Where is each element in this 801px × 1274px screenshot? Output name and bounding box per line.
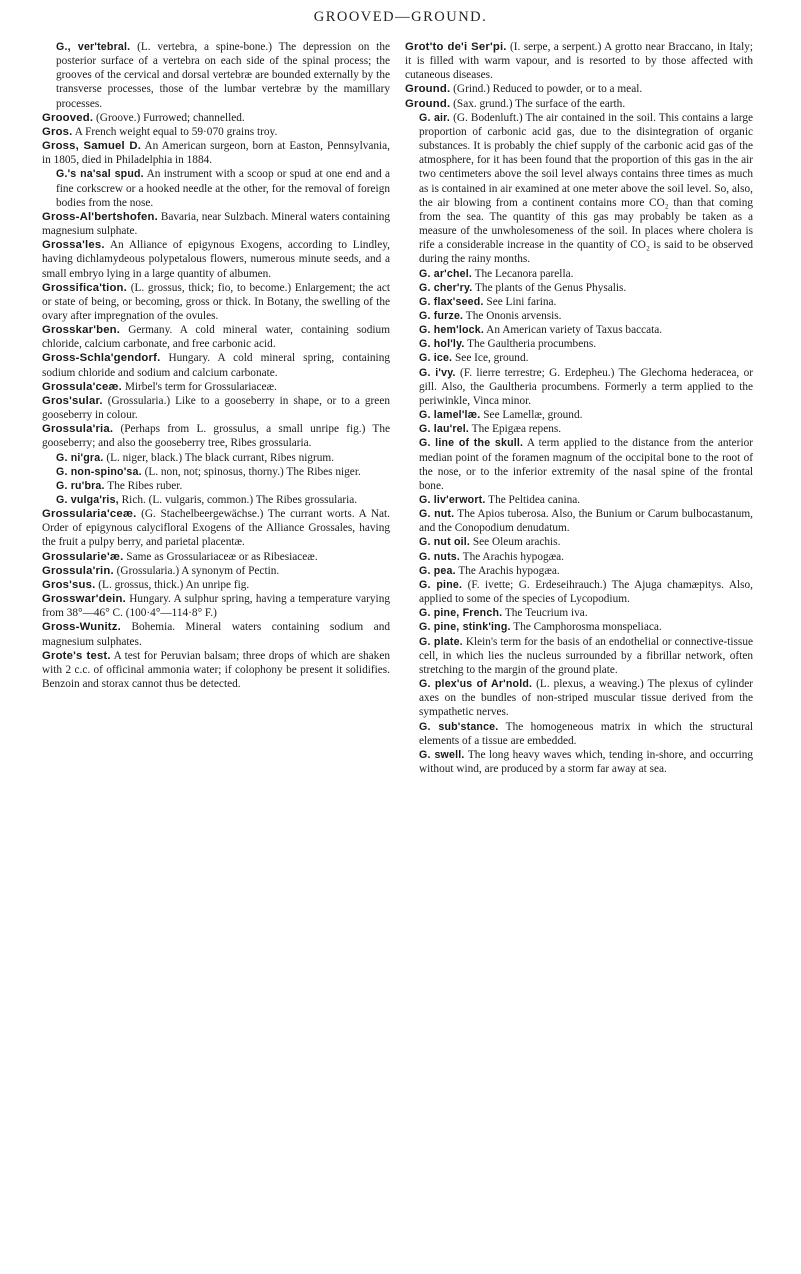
entry-headword: G. vulga'ris,: [56, 494, 119, 506]
entry-definition: (L. vertebra, a spine-bone.) The depression on the posterior surface of a vertebra on each side of the spinal process; the grooves of the cervical and dorsal vertebræ are bounded externally by the transverse processes, those of the lumbar vertebræ by the mamillary processes.: [56, 41, 390, 110]
entry-headword: Grossifica'tion.: [42, 281, 127, 294]
entry-definition: Hungary. A cold mineral spring, containing sodium chloride and sodium and calcium carbonate.: [42, 352, 390, 379]
entry-definition: (L. non, not; spinosus, thorny.) The Ribes niger.: [141, 465, 361, 478]
entry-headword: G. sub'stance.: [419, 720, 499, 733]
dictionary-entry: [42, 210, 390, 238]
dictionary-entry: [42, 620, 390, 648]
dictionary-entry: [405, 635, 753, 677]
dictionary-entry: [405, 507, 753, 535]
dictionary-entry: [405, 40, 753, 82]
entry-definition: (F. ivette; G. Erdeseihrauch.) The Ajuga chamæpitys. Also, applied to some of the species of Lycopodium.: [419, 578, 753, 606]
dictionary-entry: [405, 337, 753, 351]
entry-definition: Mirbel's term for Grossulariaceæ.: [122, 380, 277, 393]
entry-headword: G. cher'ry.: [419, 281, 473, 294]
dictionary-entry: [405, 281, 753, 295]
entry-definition: See Lini farina.: [483, 295, 557, 308]
entry-headword: G. ru'bra.: [56, 479, 105, 492]
dictionary-entry: [405, 366, 753, 408]
entry-headword: Grossula'rin.: [42, 564, 114, 577]
entry-headword: Gross-Wunitz.: [42, 621, 121, 634]
entry-definition: The plants of the Genus Physalis.: [472, 281, 627, 294]
entry-headword: Grooved.: [42, 111, 94, 124]
entry-headword: G. nut oil.: [419, 536, 471, 549]
entry-headword: G. flax'seed.: [419, 295, 484, 308]
entry-definition: Klein's term for the basis of an endothelial or connective-tissue cell, in which lies the nucleus surrounded by a fibrillar network, often stretching to the margin of the ground plate.: [419, 635, 753, 676]
entry-definition: The Epigæa repens.: [469, 423, 562, 436]
entry-definition: An American variety of Taxus baccata.: [483, 324, 663, 337]
dictionary-entry: [405, 564, 753, 578]
entry-definition: See Oleum arachis.: [470, 536, 561, 549]
entry-definition: See Lamellæ, ground.: [480, 409, 583, 422]
dictionary-entry: [405, 309, 753, 323]
entry-definition: Bohemia. Mineral waters containing sodium and magnesium sulphates.: [42, 621, 390, 648]
entry-headword: G. nuts.: [419, 550, 461, 563]
dictionary-entry: [42, 578, 390, 592]
entry-headword: G. plex'us of Ar'nold.: [419, 678, 533, 691]
entry-headword: G. swell.: [419, 748, 465, 761]
entry-headword: Grot'to de'i Ser'pi.: [405, 41, 507, 53]
dictionary-entry: [405, 422, 753, 436]
entry-definition: The homogeneous matrix in which the structural elements of a tissue are embedded.: [419, 720, 753, 747]
entry-definition: A term applied to the distance from the anterior median point of the foramen magnum of the occipital bone to the root of the nose, or to the inferior extremity of the nasal spine of the frontal bone.: [419, 437, 753, 492]
entry-definition: Bavaria, near Sulzbach. Mineral waters containing magnesium sulphate.: [42, 210, 390, 238]
entry-headword: G. plate.: [419, 635, 463, 648]
dictionary-entry: [405, 408, 753, 422]
dictionary-entry: [42, 465, 390, 479]
entry-definition: (L. niger, black.) The black currant, Ribes nigrum.: [103, 451, 335, 464]
entry-headword: G. ni'gra.: [56, 451, 104, 464]
entry-headword: G., ver'tebral.: [56, 41, 131, 53]
dictionary-entry: [405, 720, 753, 748]
dictionary-entry: [42, 649, 390, 691]
entry-headword: G. pine.: [419, 578, 463, 591]
entry-definition: The Peltidea canina.: [485, 494, 581, 506]
entry-headword: Grossa'les.: [42, 239, 105, 252]
right-column: [405, 40, 753, 776]
entry-headword: Grossula'ria.: [42, 423, 114, 436]
entry-definition: (L. grossus, thick; fio, to become.) Enlargement; the act or state of being, or becoming, gross or thick. In Botany, the swelling of the ovary after impregnation of the ovules.: [42, 281, 390, 322]
left-column: [42, 40, 390, 691]
entry-definition: The Gaultheria procumbens.: [464, 338, 597, 351]
dictionary-entry: [42, 550, 390, 564]
dictionary-entry: [42, 422, 390, 450]
dictionary-entry: [42, 592, 390, 620]
dictionary-entry: [42, 40, 390, 111]
entry-headword: G. i'vy.: [419, 366, 456, 379]
entry-headword: G. lamel'læ.: [419, 409, 481, 422]
dictionary-entry: [405, 535, 753, 549]
entry-definition: The Teucrium iva.: [502, 607, 588, 620]
dictionary-entry: [42, 281, 390, 323]
entry-headword: Gross-Schla'gendorf.: [42, 352, 161, 365]
entry-headword: Grossularie'æ.: [42, 550, 124, 563]
entry-definition: A test for Peruvian balsam; three drops of which are shaken with 2 c.c. of officinal ammonia water; if colophony be present it solidifies. Benzoin and storax cannot thus be detected.: [42, 649, 390, 691]
entry-definition: The Arachis hypogæa.: [455, 564, 560, 577]
dictionary-entry: [405, 493, 753, 507]
dictionary-entry: [405, 578, 753, 606]
entry-headword: G. pea.: [419, 564, 456, 577]
entry-headword: Gross, Samuel D.: [42, 140, 142, 153]
entry-definition: (F. lierre terrestre; G. Erdepheu.) The Glechoma hederacea, or gill. Also, the Gaultheria procumbens. Formerly a term applied to the periwinkle, Vinca minor.: [419, 366, 753, 407]
entry-headword: Grossularia'ceæ.: [42, 508, 137, 521]
entry-headword: G. non-spino'sa.: [56, 465, 142, 478]
entry-headword: G. line of the skull.: [419, 437, 524, 450]
dictionary-entry: [405, 606, 753, 620]
dictionary-entry: [42, 451, 390, 465]
entry-definition: (I. serpe, a serpent.) A grotto near Braccano, in Italy; it is filled with warm vapour, and is resorted to by those affected with cutaneous diseases.: [405, 41, 753, 82]
entry-headword: G. ice.: [419, 352, 453, 365]
entry-headword: Gros'sular.: [42, 394, 103, 407]
entry-headword: Ground.: [405, 83, 451, 96]
entry-definition: (Groove.) Furrowed; channelled.: [93, 111, 245, 124]
entry-definition: The Ribes ruber.: [104, 479, 183, 492]
dictionary-entry: [405, 295, 753, 309]
entry-definition: (L. grossus, thick.) An unripe fig.: [95, 578, 250, 591]
entry-headword: G. hol'ly.: [419, 338, 465, 351]
entry-definition: (Grossularia.) A synonym of Pectin.: [113, 564, 280, 577]
dictionary-entry: [405, 267, 753, 281]
dictionary-entry: [42, 394, 390, 422]
dictionary-entry: [405, 677, 753, 719]
entry-definition: The Lecanora parella.: [472, 267, 574, 280]
entry-definition: Hungary. A sulphur spring, having a temperature varying from 38°—46° C. (100·4°—114·8° F.): [42, 593, 390, 620]
entry-headword: G. air.: [419, 111, 451, 124]
dictionary-entry: [405, 97, 753, 111]
entry-definition: An Alliance of epigynous Exogens, according to Lindley, having dichlamydeous polypetalous flowers, numerous minute seeds, and a small embryo lying in a large quantity of albumen.: [42, 239, 390, 280]
entry-headword: G. ar'chel.: [419, 267, 473, 280]
dictionary-entry: [42, 479, 390, 493]
entry-definition: The Arachis hypogæa.: [460, 550, 565, 563]
entry-definition: (G. Bodenluft.) The air contained in the soil. This contains a large proportion of carbonic acid gas, due to the disintegration of organic substances. It is probably the chief supply of the carbonic acid gas of the atmosphere, for it has been found that the proportion of this gas in the air two centimeters above the soil level always contains three times as much as is contained in air examined at one meter above the soil level. So, also, the air blowing from a continent contains more CO₂ than that coming from the sea. The quantity of this gas may probably be taken as a measure of the unwholesomeness of the soil. In places where cholera is rife a considerable increase in the quantity of CO₂ is said to be observed during the rainy months.: [419, 111, 753, 266]
entry-headword: Grosskar'ben.: [42, 324, 121, 337]
dictionary-entry: [42, 139, 390, 167]
dictionary-entry: [405, 620, 753, 634]
entry-definition: An instrument with a scoop or spud at one end and a fine corkscrew or a hooked needle at the other, for the removal of foreign bodies from the nose.: [56, 168, 390, 209]
dictionary-entry: [42, 167, 390, 209]
dictionary-entry: [405, 351, 753, 365]
entry-headword: G. furze.: [419, 309, 464, 322]
entry-definition: An American surgeon, born at Easton, Pennsylvania, in 1805, died in Philadelphia in 1884.: [42, 140, 391, 167]
entry-definition: (Grossularia.) Like to a gooseberry in shape, or to a green gooseberry in colour.: [42, 394, 390, 422]
entry-definition: The Camphorosma monspeliaca.: [510, 621, 662, 634]
entry-definition: (Grind.) Reduced to powder, or to a meal.: [450, 83, 643, 96]
entry-definition: The long heavy waves which, tending in-shore, and occurring without wind, are produced by a storm far away at sea.: [419, 748, 754, 775]
dictionary-entry: [405, 550, 753, 564]
dictionary-entry: [405, 323, 753, 337]
entry-definition: (Sax. grund.) The surface of the earth.: [450, 97, 626, 110]
entry-headword: G. lau'rel.: [419, 423, 470, 436]
dictionary-entry: [42, 493, 390, 507]
entry-headword: G.'s na'sal spud.: [56, 168, 144, 181]
entry-headword: Gross-Al'bertshofen.: [42, 210, 158, 223]
entry-definition: The Ononis arvensis.: [463, 309, 562, 322]
entry-definition: A French weight equal to 59·070 grains troy.: [72, 125, 278, 138]
entry-headword: Grote's test.: [42, 649, 111, 662]
dictionary-entry: [42, 111, 390, 125]
entry-definition: Rich. (L. vulgaris, common.) The Ribes grossularia.: [118, 494, 358, 506]
entry-definition: The Apios tuberosa. Also, the Bunium or Carum bulbocastanum, and the Conopodium denudatum.: [419, 508, 753, 535]
entry-definition: (Perhaps from L. grossulus, a small unripe fig.) The gooseberry; and also the gooseberry tree, Ribes grossularia.: [42, 423, 390, 450]
entry-headword: Grosswar'dein.: [42, 593, 126, 606]
entry-headword: Gros'sus.: [42, 578, 96, 591]
dictionary-entry: [42, 564, 390, 578]
entry-definition: Germany. A cold mineral water, containing sodium chloride, calcium carbonate, and free carbonic acid.: [42, 324, 390, 351]
dictionary-entry: [42, 351, 390, 379]
dictionary-entry: [42, 238, 390, 280]
entry-headword: Ground.: [405, 97, 451, 110]
dictionary-entry: [405, 436, 753, 493]
entry-headword: Gros.: [42, 125, 73, 138]
entry-headword: G. nut.: [419, 508, 455, 521]
dictionary-entry: [405, 82, 753, 96]
entry-definition: Same as Grossulariaceæ or as Ribesiaceæ.: [123, 550, 318, 563]
dictionary-entry: [42, 380, 390, 394]
dictionary-entry: [42, 125, 390, 139]
entry-definition: See Ice, ground.: [452, 352, 529, 365]
dictionary-entry: [405, 111, 753, 267]
entry-definition: (L. plexus, a weaving.) The plexus of cylinder axes on the bundles of non-striped muscular tissue derived from the sympathetic nerves.: [419, 678, 753, 719]
entry-definition: (G. Stachelbeergewächse.) The currant worts. A Nat. Order of epigynous calycifloral Exogens of the Alliance Grossales, having the fruit a pulpy berry, and parietal placentæ.: [42, 508, 390, 549]
dictionary-entry: [42, 507, 390, 549]
dictionary-entry: [42, 323, 390, 351]
entry-headword: Grossula'ceæ.: [42, 380, 123, 393]
dictionary-entry: [405, 748, 753, 776]
entry-headword: G. pine, stink'ing.: [419, 621, 511, 634]
entry-headword: G. liv'erwort.: [419, 494, 486, 506]
entry-headword: G. hem'lock.: [419, 324, 484, 337]
entry-headword: G. pine, French.: [419, 607, 503, 620]
running-head: GROOVED—GROUND.: [313, 9, 488, 25]
